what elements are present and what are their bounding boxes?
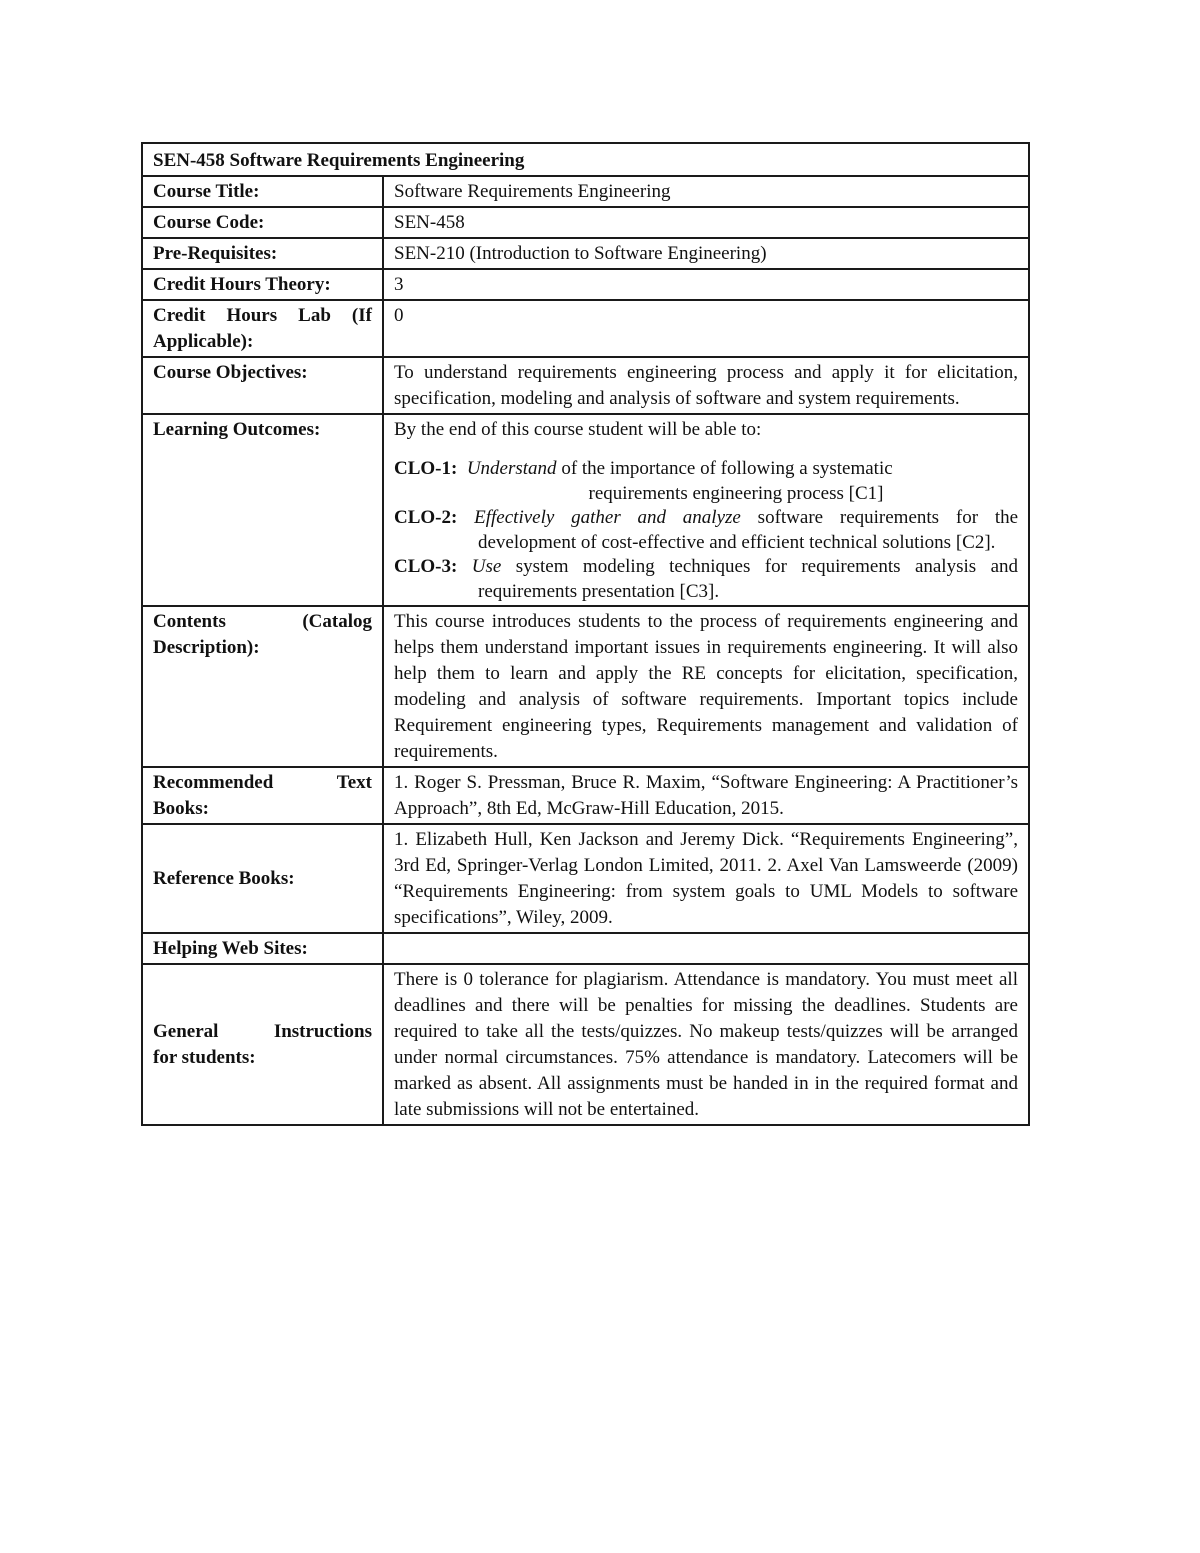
clo-3-id: CLO-3: — [394, 556, 458, 577]
outcomes-intro: By the end of this course student will be able to: — [394, 419, 762, 440]
clo-3-text: system modeling techniques for requirements analysis and requirements presentation [C3]. — [478, 556, 1019, 602]
clo-2-verb: Effectively gather and analyze — [474, 507, 741, 528]
credit-lab-label-line2: Applicable): — [153, 331, 254, 352]
course-title-value: Software Requirements Engineering — [383, 176, 1029, 207]
credit-lab-label — [142, 300, 383, 357]
table-row-instructions — [142, 964, 1029, 1125]
textbooks-label-word-1: Recommended — [153, 772, 274, 793]
clo-1-id: CLO-1: — [394, 458, 458, 479]
contents-label — [142, 606, 383, 767]
contents-label-line2: Description): — [153, 637, 260, 658]
objectives-label: Course Objectives: — [142, 357, 383, 414]
textbooks-label-line2: Books: — [153, 798, 209, 819]
textbooks-label-line1 — [153, 770, 372, 796]
table-row-websites — [142, 933, 1029, 964]
table-row-reference — [142, 824, 1029, 933]
contents-label-line1 — [153, 609, 372, 635]
credit-theory-label: Credit Hours Theory: — [142, 269, 383, 300]
course-heading: SEN-458 Software Requirements Engineering — [142, 143, 1029, 176]
instructions-label-line2: for students: — [153, 1047, 256, 1068]
instructions-label-word-2: Instructions — [273, 1021, 372, 1042]
credit-lab-word-3: Lab — [298, 305, 331, 326]
course-title-label: Course Title: — [142, 176, 383, 207]
clo-3 — [394, 555, 1018, 604]
course-code-value: SEN-458 — [383, 207, 1029, 238]
textbooks-label-word-2: Text — [336, 772, 372, 793]
table-row-course-title — [142, 176, 1029, 207]
table-row-heading — [142, 143, 1029, 176]
credit-lab-label-line1 — [153, 303, 372, 329]
instructions-label-word-1: General — [153, 1021, 219, 1042]
clo-2-text: software requirements for the development of cost-effective and efficient technical solutions [C2]. — [478, 507, 1019, 553]
objectives-value: To understand requirements engineering process and apply it for elicitation, specification, modeling and analysis of software and system requirements. — [383, 357, 1029, 414]
reference-value: 1. Elizabeth Hull, Ken Jackson and Jeremy Dick. “Requirements Engineering”, 3rd Ed, Springer-Verlag London Limited, 2011. 2. Axel Van Lamsweerde (2009) “Requirements Engineering: from system goals to UML Models to software specifications”, Wiley, 2009. — [383, 824, 1029, 933]
reference-label: Reference Books: — [142, 824, 383, 933]
course-outline-table — [141, 142, 1030, 1126]
outcomes-label: Learning Outcomes: — [142, 414, 383, 606]
table-row-objectives — [142, 357, 1029, 414]
contents-label-word-1: Contents — [153, 611, 226, 632]
table-row-outcomes — [142, 414, 1029, 606]
clo-1-verb: Understand — [466, 458, 557, 479]
course-code-label: Course Code: — [142, 207, 383, 238]
clo-2-id: CLO-2: — [394, 507, 458, 528]
contents-label-word-2: (Catalog — [302, 611, 372, 632]
credit-theory-value: 3 — [383, 269, 1029, 300]
clo-3-verb: Use — [471, 556, 502, 577]
clo-1-text-b: requirements engineering process [C1] — [588, 482, 884, 504]
table-row-contents — [142, 606, 1029, 767]
textbooks-label — [142, 767, 383, 824]
credit-lab-value: 0 — [383, 300, 1029, 357]
table-row-credit-lab — [142, 300, 1029, 357]
instructions-label — [142, 964, 383, 1125]
clo-1-text-a: of the importance of following a systematic — [561, 458, 893, 479]
table-row-textbooks — [142, 767, 1029, 824]
contents-value: This course introduces students to the process of requirements engineering and helps them understand important issues in requirements engineering. It will also help them to learn and apply the RE concepts for elicitation, specification, modeling and analysis of software requirements. Important topics include Requirement engineering types, Requirements management and validation of requirements. — [383, 606, 1029, 767]
instructions-label-line1 — [153, 1019, 372, 1045]
websites-label: Helping Web Sites: — [142, 933, 383, 964]
table-row-course-code — [142, 207, 1029, 238]
websites-value — [383, 933, 1029, 964]
prerequisites-value: SEN-210 (Introduction to Software Engineering) — [383, 238, 1029, 269]
instructions-value: There is 0 tolerance for plagiarism. Attendance is mandatory. You must meet all deadlines and there will be penalties for missing the deadlines. Students are required to take all the tests/quizzes. No makeup tests/quizzes will be arranged under normal circumstances. 75% attendance is mandatory. Latecomers will be marked as absent. All assignments must be handed in in the required format and late submissions will not be entertained. — [383, 964, 1029, 1125]
table-row-prerequisites — [142, 238, 1029, 269]
credit-lab-word-4: (If — [351, 305, 372, 326]
textbooks-value: 1. Roger S. Pressman, Bruce R. Maxim, “Software Engineering: A Practitioner’s Approach”, 8th Ed, McGraw-Hill Education, 2015. — [383, 767, 1029, 824]
outcomes-value — [383, 414, 1029, 606]
credit-lab-word-1: Credit — [153, 305, 206, 326]
credit-lab-word-2: Hours — [226, 305, 278, 326]
clo-2 — [394, 506, 1018, 555]
clo-1 — [394, 457, 1018, 506]
table-row-credit-theory — [142, 269, 1029, 300]
prerequisites-label: Pre-Requisites: — [142, 238, 383, 269]
